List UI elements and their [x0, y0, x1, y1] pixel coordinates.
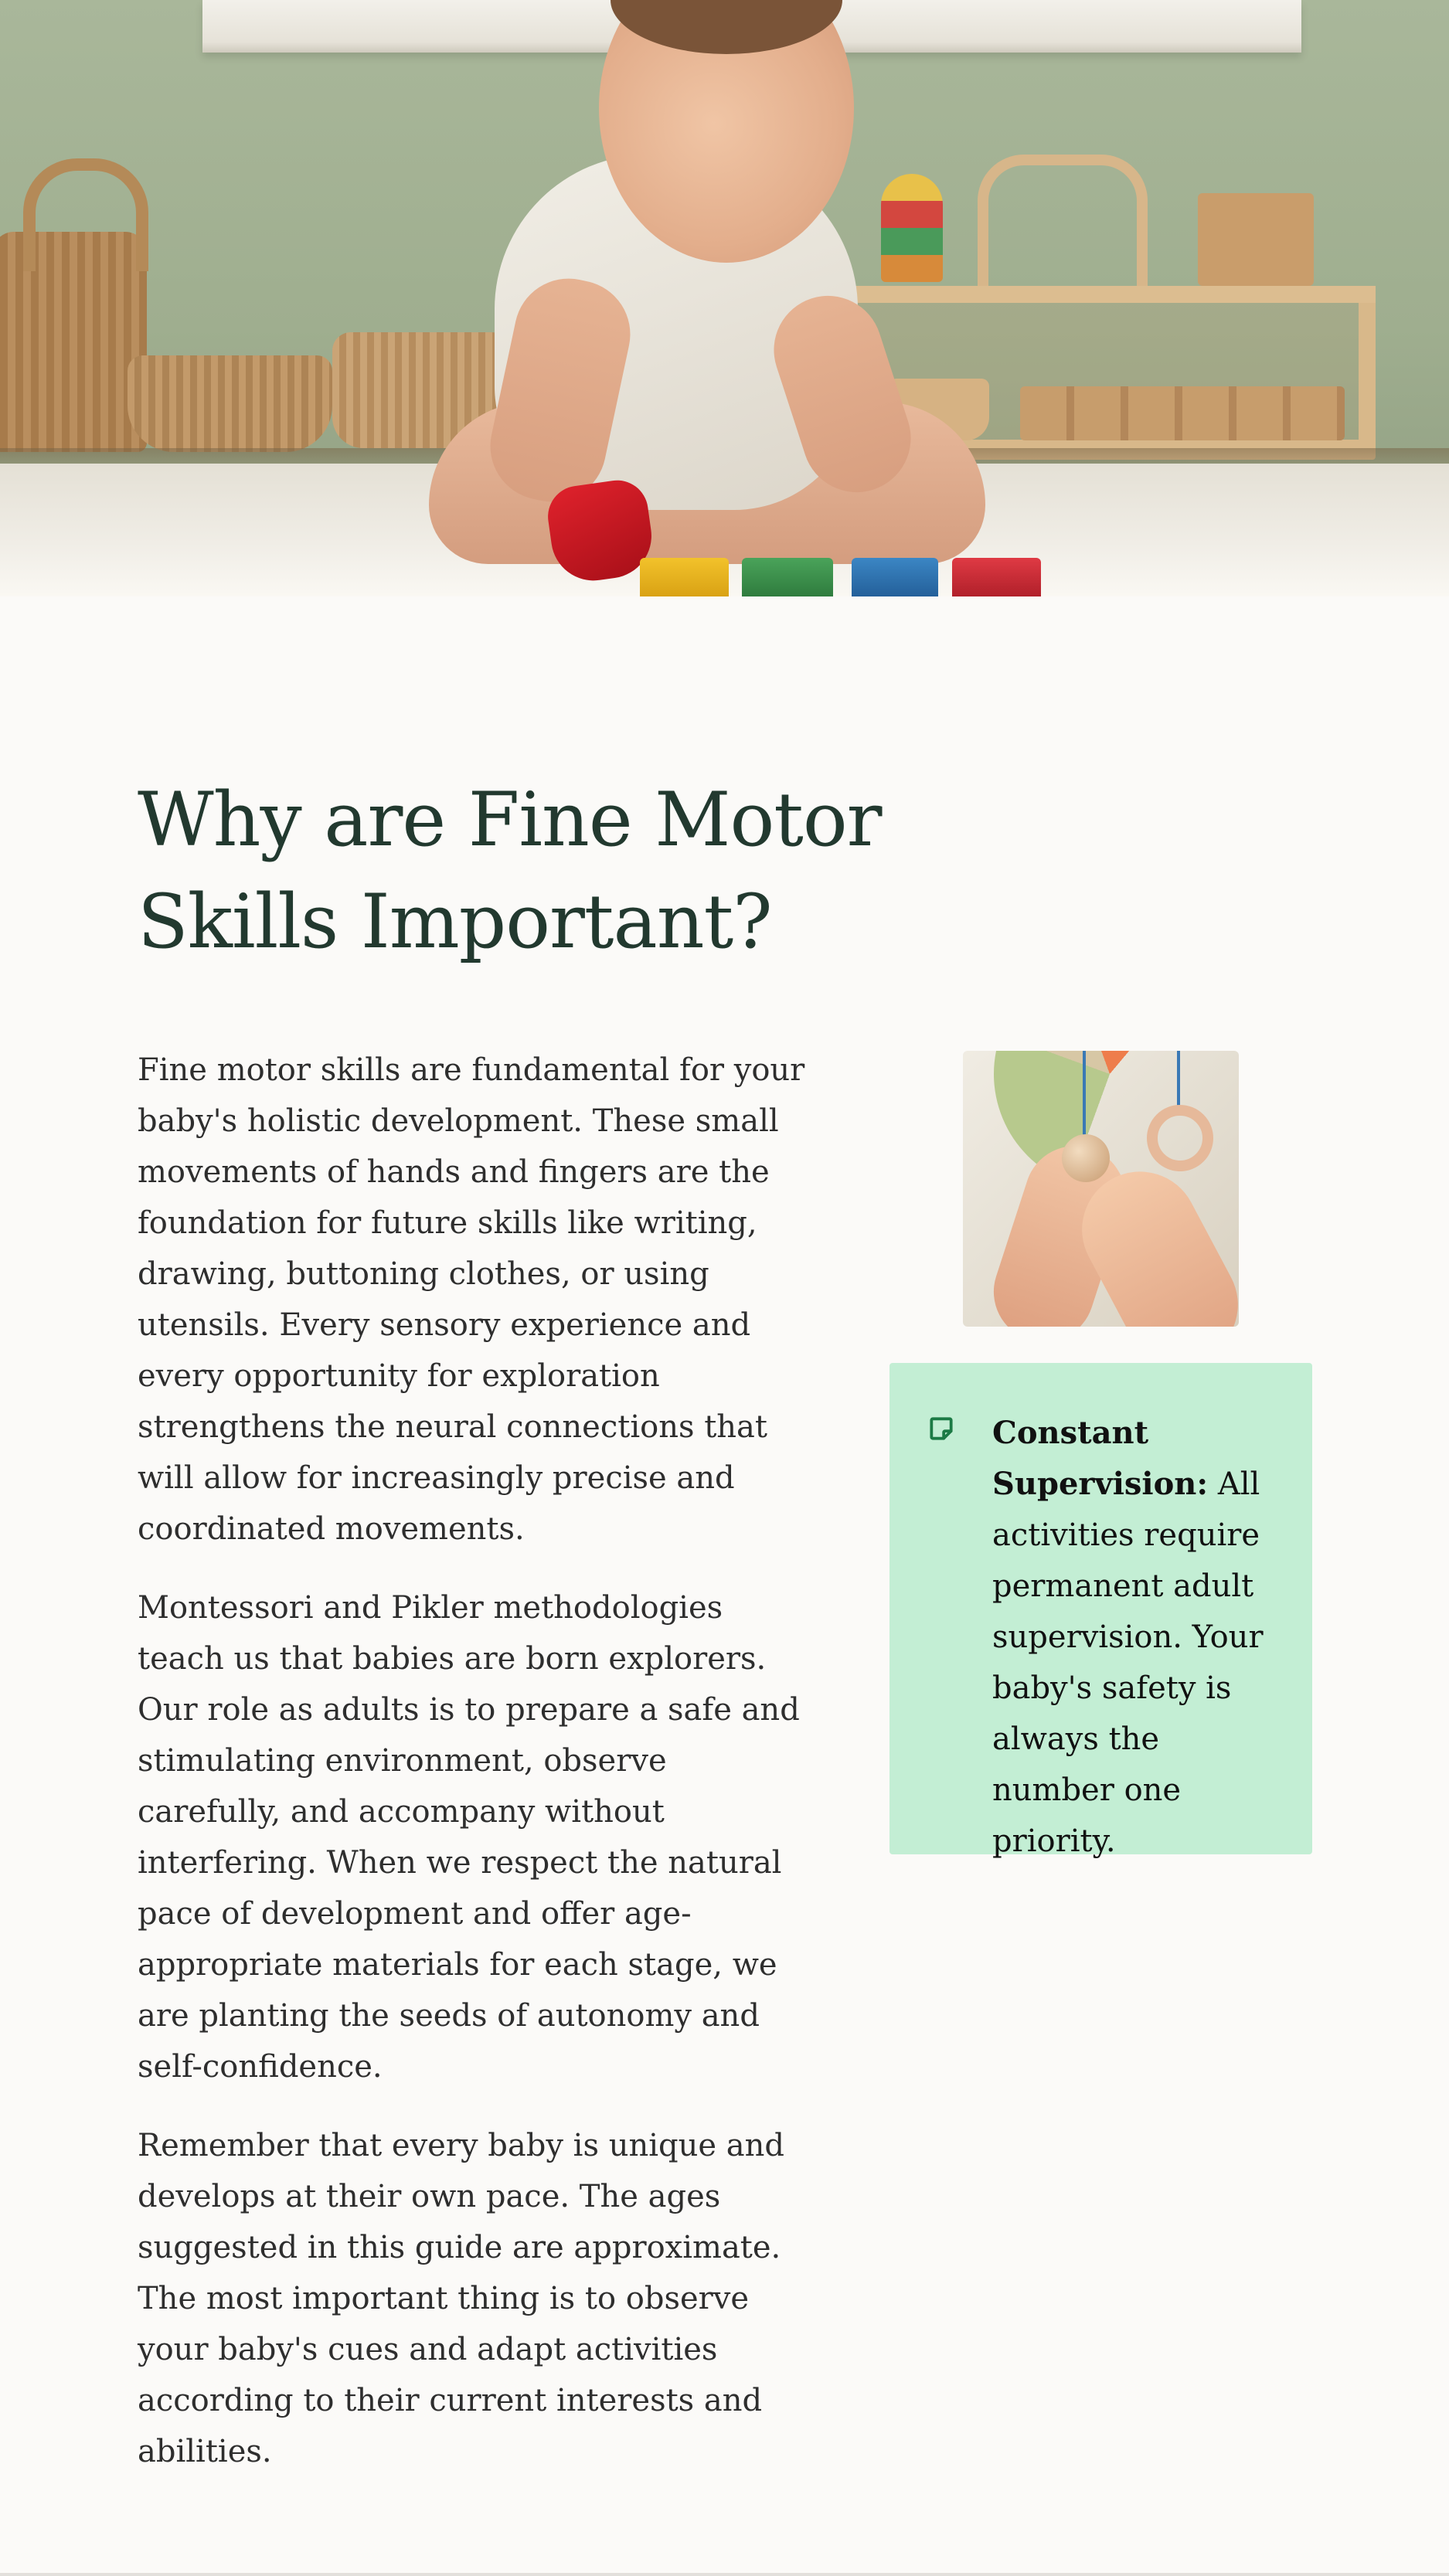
- stacking-toy: [881, 174, 943, 282]
- wooden-ball: [1062, 1134, 1110, 1182]
- mobile-string: [1177, 1051, 1180, 1109]
- divider: [0, 2573, 1449, 2576]
- wicker-basket: [0, 232, 147, 452]
- callout-body: All activities require permanent adult supervision. Your baby's safety is always the number one priority.: [992, 1466, 1264, 1859]
- callout-heading: Constant Supervision:: [992, 1415, 1209, 1502]
- supervision-callout: [889, 1363, 1312, 1859]
- wooden-toy: [1198, 193, 1314, 286]
- callout-text: [992, 1408, 1281, 1867]
- sticky-note-icon: [927, 1414, 956, 1443]
- yellow-block: [640, 558, 729, 596]
- red-block: [952, 558, 1041, 596]
- wooden-arch-toy: [978, 155, 1148, 286]
- paragraph: Remember that every baby is unique and develops at their own pace. The ages suggested in this guide are approximate. The most important thing is to observe your baby's cues and adapt activities according to their current interests and abilities.: [138, 2128, 784, 2469]
- paragraph: Montessori and Pikler methodologies teach us that babies are born explorers. Our role as adults is to prepare a safe and stimulating environment, observe carefully, and accompany without interfering. When we respect the natural pace of development and offer age-appropriate materials for each stage, we are planting the seeds of autonomy and self-confidence.: [138, 1590, 800, 2085]
- shelf-board: [835, 286, 1376, 303]
- wooden-ring: [1147, 1105, 1213, 1171]
- article-body: [138, 1045, 818, 2505]
- sidebar-image: [963, 1051, 1239, 1327]
- mobile-string: [1083, 1051, 1086, 1144]
- paragraph: Fine motor skills are fundamental for your baby's holistic development. These small movements of hands and fingers are the foundation for future skills like writing, drawing, buttoning clothes, or using utensils. Every sensory experience and every opportunity for exploration strengthens the neural connections that will allow for increasingly precise and coordinated movements.: [138, 1052, 805, 1547]
- wicker-bowl: [128, 355, 332, 452]
- page-title: Why are Fine Motor Skills Important?: [138, 777, 882, 965]
- green-block: [742, 558, 833, 596]
- hero-image: [0, 0, 1449, 596]
- blue-block: [852, 558, 938, 596]
- shelf-toys: [1020, 386, 1345, 440]
